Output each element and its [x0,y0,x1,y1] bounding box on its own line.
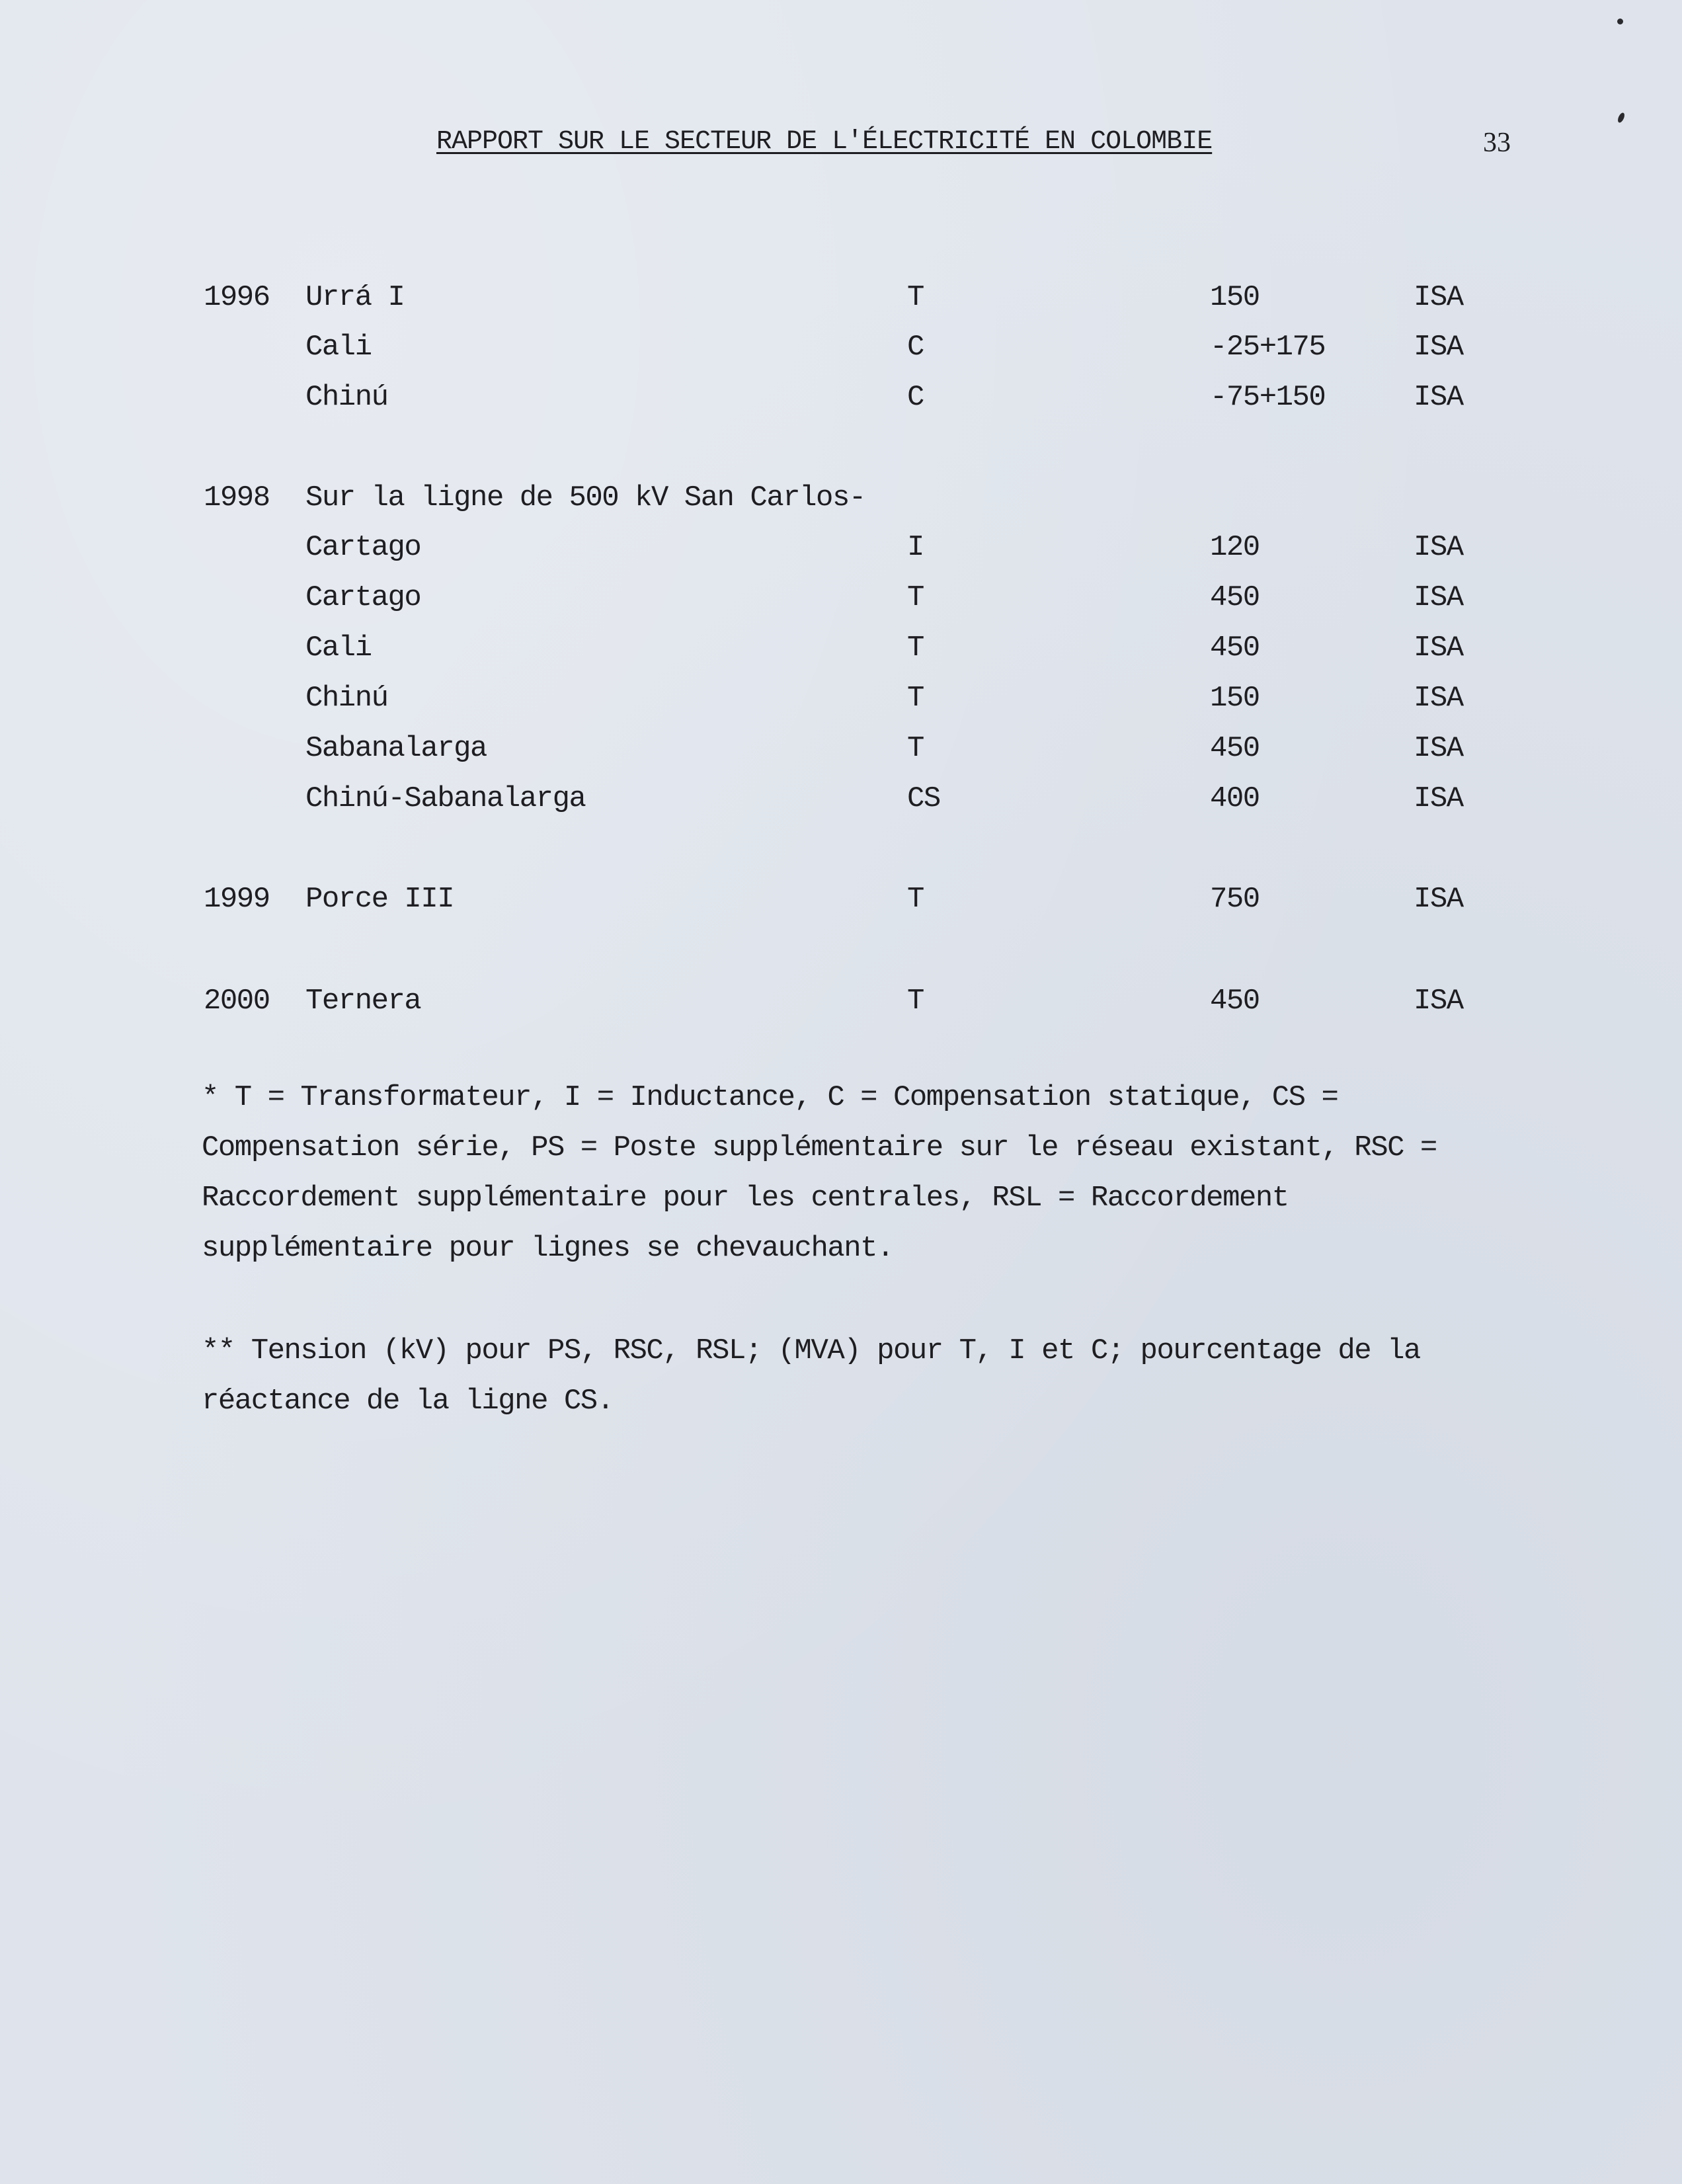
row-owner: ISA [1414,782,1463,815]
row-year: 2000 [204,985,270,1018]
footnote-line: réactance de la ligne CS. [202,1385,614,1418]
ink-speck [1617,19,1623,24]
row-name: Porce III [305,883,454,916]
row-type: T [907,281,924,314]
row-type: T [907,631,924,665]
row-type: C [907,381,924,414]
page-number: 33 [1483,128,1511,158]
row-type: I [907,531,924,564]
row-owner: ISA [1414,581,1463,614]
row-type: T [907,732,924,765]
row-owner: ISA [1414,985,1463,1018]
row-name: Urrá I [305,281,405,314]
footnote-line: supplémentaire pour lignes se chevauchant. [202,1232,893,1265]
row-value: 400 [1210,782,1260,815]
row-name: Cali [305,631,372,665]
row-owner: ISA [1414,883,1463,916]
row-name: Cartago [305,581,421,614]
row-value: 150 [1210,682,1260,715]
row-value: 450 [1210,732,1260,765]
row-type: T [907,581,924,614]
row-year: 1999 [204,883,270,916]
row-name: Cali [305,331,372,364]
row-name: Sur la ligne de 500 kV San Carlos- [305,481,865,514]
row-value: 750 [1210,883,1260,916]
row-owner: ISA [1414,331,1463,364]
row-value: 150 [1210,281,1260,314]
row-type: CS [907,782,940,815]
row-name: Sabanalarga [305,732,487,765]
row-name: Chinú-Sabanalarga [305,782,586,815]
footnote-line: Compensation série, PS = Poste supplémentaire sur le réseau existant, RSC = [202,1131,1437,1164]
row-name: Cartago [305,531,421,564]
row-type: T [907,985,924,1018]
ink-speck [1617,112,1626,124]
row-value: 450 [1210,581,1260,614]
footnote-line: * T = Transformateur, I = Inductance, C = Compensation statique, CS = [202,1081,1338,1114]
footnote-line: Raccordement supplémentaire pour les centrales, RSL = Raccordement [202,1182,1289,1215]
row-owner: ISA [1414,281,1463,314]
row-name: Chinú [305,381,388,414]
row-owner: ISA [1414,631,1463,665]
row-value: 450 [1210,985,1260,1018]
footnote-line: ** Tension (kV) pour PS, RSC, RSL; (MVA) pour T, I et C; pourcentage de la [202,1334,1420,1367]
row-type: T [907,883,924,916]
row-owner: ISA [1414,381,1463,414]
row-value: 450 [1210,631,1260,665]
row-year: 1996 [204,281,270,314]
row-owner: ISA [1414,531,1463,564]
row-owner: ISA [1414,732,1463,765]
row-name: Ternera [305,985,421,1018]
row-year: 1998 [204,481,270,514]
row-value: 120 [1210,531,1260,564]
row-value: -25+175 [1210,331,1326,364]
row-type: T [907,682,924,715]
row-owner: ISA [1414,682,1463,715]
row-name: Chinú [305,682,388,715]
row-type: C [907,331,924,364]
row-value: -75+150 [1210,381,1326,414]
page-header-title: RAPPORT SUR LE SECTEUR DE L'ÉLECTRICITÉ EN COLOMBIE [436,127,1213,157]
